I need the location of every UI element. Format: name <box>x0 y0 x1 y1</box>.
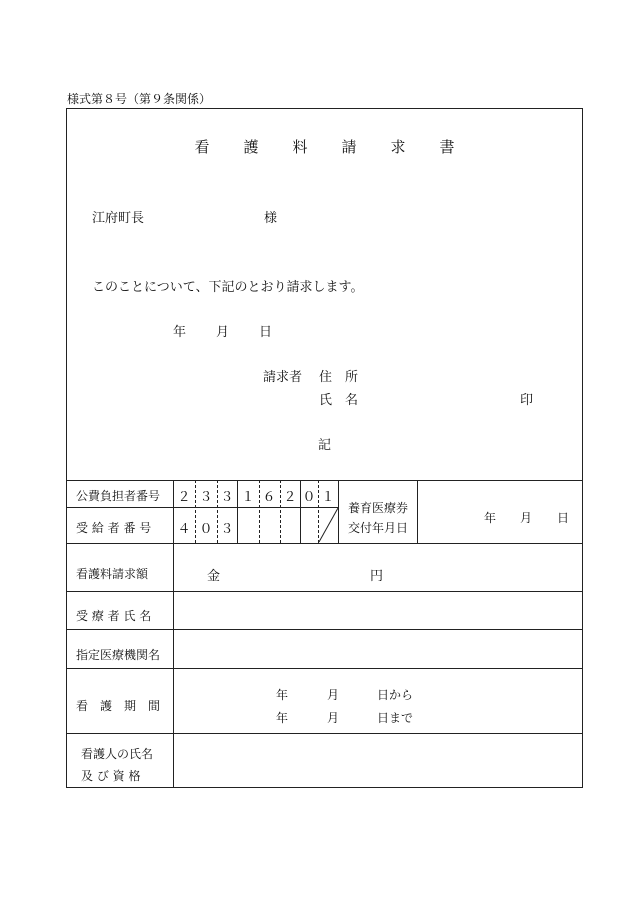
date-year: 年 <box>173 325 187 340</box>
date-day: 日 <box>259 325 273 340</box>
ticket-date-day: 日 <box>557 511 570 525</box>
title-char: 看 <box>194 138 210 156</box>
addressee: 江府町長 <box>92 211 145 226</box>
seal-mark: 印 <box>520 393 534 408</box>
table-rule <box>67 591 582 592</box>
patient-label: 受 療 者 氏 名 <box>76 609 152 623</box>
public-burden-digit: ２ <box>283 490 297 505</box>
table-rule <box>67 543 582 544</box>
title-char: 書 <box>439 138 455 156</box>
table-rule <box>67 668 582 669</box>
table-rule <box>67 629 582 630</box>
public-burden-digit: １ <box>241 490 255 505</box>
amount-label: 看護料請求額 <box>76 567 149 581</box>
public-burden-digit: １ <box>321 490 335 505</box>
request-date <box>173 321 272 340</box>
title-char: 請 <box>341 138 357 156</box>
form-title <box>67 136 582 157</box>
ki-heading: 記 <box>318 438 332 453</box>
table-rule <box>67 507 338 508</box>
public-burden-digit: ０ <box>302 490 316 505</box>
diagonal-slash <box>318 507 339 543</box>
recipient-number-label: 受 給 者 番 号 <box>76 521 152 535</box>
period-to-year: 年 <box>276 711 289 725</box>
public-burden-digit: ３ <box>220 490 234 505</box>
claim-form <box>66 108 583 788</box>
form-number: 様式第８号（第９条関係） <box>67 92 212 106</box>
public-burden-digit: ２ <box>177 490 191 505</box>
ticket-label-2: 交付年月日 <box>348 521 409 535</box>
institution-label: 指定医療機関名 <box>76 648 161 662</box>
period-from-year: 年 <box>276 688 289 702</box>
title-char: 料 <box>292 138 308 156</box>
public-burden-label: 公費負担者番号 <box>76 489 161 503</box>
period-label: 看 護 期 間 <box>76 699 161 713</box>
table-rule <box>67 480 582 481</box>
ticket-date-month: 月 <box>520 511 533 525</box>
table-rule <box>417 480 418 543</box>
request-statement: このことについて、下記のとおり請求します。 <box>92 280 364 295</box>
period-to-month: 月 <box>327 711 340 725</box>
period-from-month: 月 <box>327 688 340 702</box>
claimant-label: 請求者 <box>263 370 303 385</box>
recipient-digit: ４ <box>177 522 191 537</box>
table-rule <box>67 733 582 734</box>
recipient-digit: ３ <box>220 522 234 537</box>
recipient-digit: ０ <box>199 522 213 537</box>
honorific: 様 <box>264 211 278 226</box>
period-from-day: 日から <box>377 688 414 702</box>
title-char: 護 <box>243 138 259 156</box>
address-label: 住 所 <box>319 370 359 385</box>
ticket-date-year: 年 <box>484 511 497 525</box>
amount-suffix: 円 <box>370 569 384 584</box>
amount-prefix: 金 <box>207 569 221 584</box>
nurse-label-1: 看護人の氏名 <box>81 747 154 761</box>
ticket-label-1: 養育医療券 <box>348 501 409 515</box>
title-char: 求 <box>390 138 406 156</box>
public-burden-digit: ３ <box>199 490 213 505</box>
nurse-label-2: 及 び 資 格 <box>81 769 141 783</box>
public-burden-digit: ６ <box>262 490 276 505</box>
date-month: 月 <box>216 325 230 340</box>
name-label: 氏 名 <box>319 393 359 408</box>
period-to-day: 日まで <box>377 711 414 725</box>
